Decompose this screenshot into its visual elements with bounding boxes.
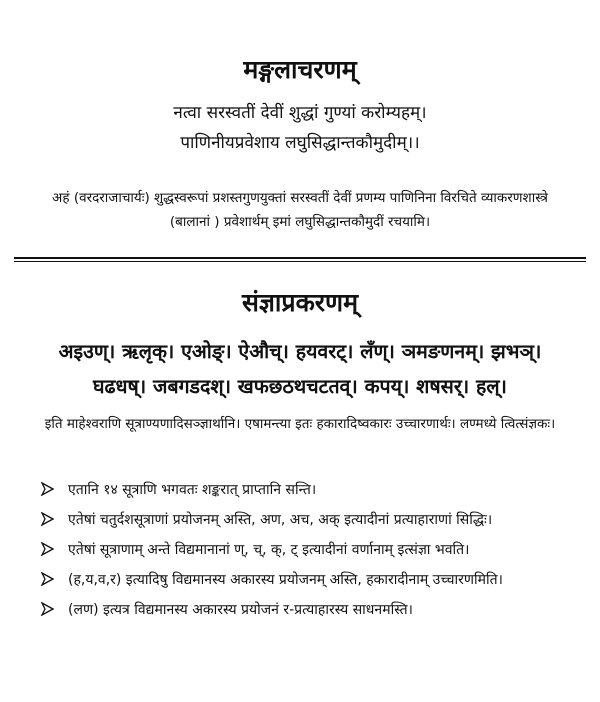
sutras-line-1: अइउण्। ऋलृक्। एओङ्। ऐऔच्। हयवरट्। लँण्। ञमङणनम्। झभञ्। [58, 340, 542, 363]
sutras-line-2: घढधष्। जबगडदश्। खफछठथचटतव्। कपय्। शषसर्। हल्। [93, 375, 507, 398]
mangalacharanam-title: मङ्गलाचरणम् [243, 55, 357, 84]
list-item [40, 594, 580, 624]
arrow-bullet-icon [40, 602, 54, 616]
list-item [40, 564, 580, 594]
explanatory-note: इति माहेश्वराणि सूत्राण्यणादिसञ्ज्ञार्थानि। एषामन्त्या इतः हकारादिष्वकारः उच्चारणार्थः। लण्मध्ये त्वित्संज्ञकः। [44, 416, 556, 432]
arrow-bullet-icon [40, 482, 54, 496]
point-text: (ह,य,व,र) इत्यादिषु विद्यमानस्य अकारस्य प्रयोजनम् अस्ति, हकारादीनाम् उच्चारणमिति। [68, 571, 503, 588]
commentary-paragraph: अहं (वरदराजाचार्यः) शुद्धस्वरूपां प्रशस्तगुणयुक्तां सरस्वतीं देवीं प्रणम्य पाणिनिना विरचिते व्याकरणशास्त्रे (बालानां ) प्रवेशार्थम् इमां लघुसिद्धान्तकौमुदीं रचयामि। [52, 190, 548, 230]
point-text: एतेषां सूत्राणाम् अन्ते विद्यमानानां ण्, च्, क्, ट् इत्यादीनां वर्णानाम् इत्संज्ञा भवति। [68, 541, 470, 558]
points-list [40, 474, 580, 624]
list-item [40, 534, 580, 564]
verse-line-2: पाणिनीयप्रवेशाय लघुसिद्धान्तकौमुदीम्।। [180, 133, 420, 153]
section-divider [14, 257, 586, 262]
point-text: (लण) इत्यत्र विद्यमानस्य अकारस्य प्रयोजनं र-प्रत्याहारस्य साधनमस्ति। [68, 601, 413, 618]
point-text: एतेषां चतुर्दशसूत्राणां प्रयोजनम् अस्ति, अण, अच, अक् इत्यादीनां प्रत्याहाराणां सिद्धिः। [68, 511, 493, 528]
list-item [40, 474, 580, 504]
arrow-bullet-icon [40, 542, 54, 556]
list-item [40, 504, 580, 534]
point-text: एतानि १४ सूत्राणि भगवतः शङ्करात् प्राप्तानि सन्ति। [68, 481, 317, 498]
arrow-bullet-icon [40, 512, 54, 526]
verse-line-1: नत्वा सरस्वतीं देवीं शुद्धां गुण्यां करोम्यहम्। [173, 103, 427, 123]
arrow-bullet-icon [40, 572, 54, 586]
sanjnaprakaranam-title: संज्ञाप्रकरणम् [241, 288, 359, 317]
